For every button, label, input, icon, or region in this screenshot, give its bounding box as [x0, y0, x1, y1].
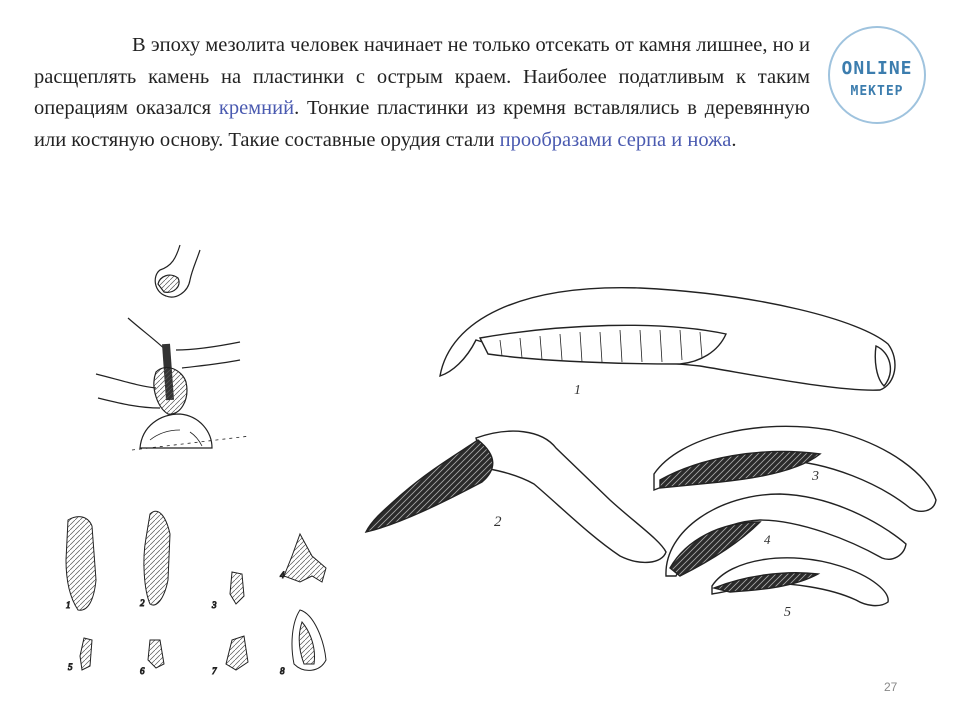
tool-2	[144, 511, 170, 605]
tool-6	[148, 640, 164, 668]
tool-label-6: 6	[140, 666, 145, 676]
sickle-label-1: 1	[574, 383, 581, 398]
logo-line-2: МЕКТЕР	[850, 84, 904, 99]
left-arm-upper	[96, 374, 156, 388]
left-arm-lower	[98, 398, 160, 408]
right-arm-upper	[176, 342, 240, 350]
sickle-label-2: 2	[494, 514, 502, 530]
paragraph-text-2: . Тонкие пластинки из кремня вставлялись в деревянную или костяную основу. Такие составные орудия стали	[34, 97, 811, 151]
paragraph-text-3: .	[731, 128, 737, 151]
tool-1	[66, 517, 96, 611]
page-number: 27	[884, 680, 898, 694]
sickle-2-blade	[366, 440, 493, 532]
sickle-2	[366, 431, 666, 562]
tool-label-2: 2	[140, 598, 145, 608]
link-flint[interactable]: кремний	[218, 97, 295, 119]
tool-label-8: 8	[280, 666, 285, 676]
knapping-illustration	[96, 245, 250, 450]
sickle-5	[712, 558, 888, 620]
link-prototypes[interactable]: прообразами серпа и ножа	[499, 128, 732, 151]
sickle-label-3: 3	[812, 469, 819, 484]
tool-label-4: 4	[280, 570, 285, 580]
paragraph-text-1: В эпоху мезолита человек начинает не только отсекать от камня лишнее, но и расщеплять камень на пластинки с острым краем. Наиболее податливым к таким операциям оказался	[34, 34, 810, 119]
sickle-label-5: 5	[784, 605, 791, 620]
tool-label-3: 3	[212, 600, 217, 610]
tool-5	[80, 638, 92, 670]
stone-tools	[66, 511, 326, 676]
tool-label-5: 5	[68, 662, 73, 672]
tool-3	[230, 572, 244, 604]
anvil-stone	[140, 414, 212, 448]
tool-7	[226, 636, 248, 670]
tool-label-1: 1	[66, 600, 71, 610]
sickle-label-4: 4	[764, 532, 771, 547]
right-arm-lower	[182, 360, 240, 368]
logo-line-1: ONLINE	[841, 58, 913, 79]
sickle-1	[440, 288, 895, 398]
tool-label-7: 7	[212, 666, 217, 676]
tool-4	[284, 534, 326, 582]
flint-chunk	[154, 367, 187, 414]
